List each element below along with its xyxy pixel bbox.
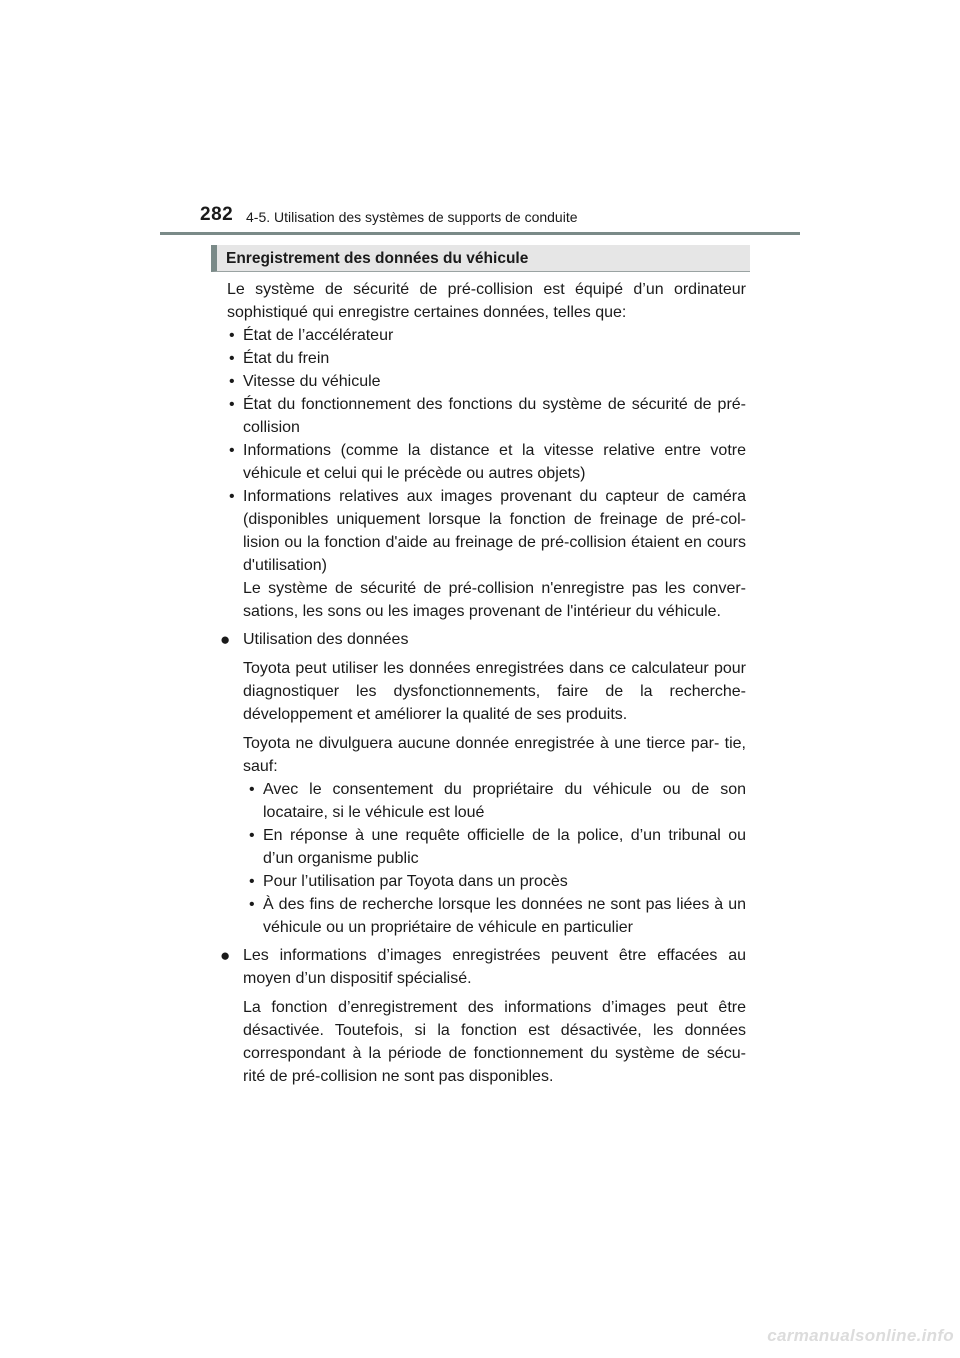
topic-title: Utilisation des données (243, 631, 409, 648)
list-item: • Informations relatives aux images provenant du capteur de caméra (disponibles uniquement lorsque la fonction de freinage de pré-col- lision ou la fonction d'aide au freinage de pré-collision étaient en cours d'utilisation) Le système de sécurité de pré-collision n'enregistre pas les conver- sations, les sons ou les images provenant de l'intérieur du véhicule. (227, 485, 746, 623)
watermark: carmanualsonline.info (767, 1326, 954, 1345)
topic-paragraph: La fonction d’enregistrement des informations d’images peut être désactivée. Toutefois, si la fonction est désactivée, les données correspondant à la période de fonctionnement du système de sécu- rité de pré-collision ne sont pas disponibles. (243, 999, 746, 1085)
list-item: • À des fins de recherche lorsque les données ne sont pas liées à un véhicule ou un propriétaire de véhicule en particulier (249, 896, 746, 936)
running-header: 4-5. Utilisation des systèmes de supports de conduite (246, 209, 578, 225)
list-item: • Informations (comme la distance et la vitesse relative entre votre véhicule et celui qui le précède ou autres objets) (229, 442, 746, 482)
topic-data-usage (220, 628, 746, 939)
topic-image-info (220, 944, 746, 1088)
list-item: • Vitesse du véhicule (229, 373, 381, 390)
list-item: • État de l’accélérateur (229, 327, 394, 344)
topic-paragraph: Toyota peut utiliser les données enregistrées dans ce calculateur pour diagnostiquer les dysfonctionnements, faire de la recherche- développement et améliorer la qualité de ses produits. (243, 660, 746, 723)
exception-list (247, 778, 746, 939)
header-rule (160, 232, 800, 235)
list-note: Le système de sécurité de pré-collision n'enregistre pas les conver- sations, les sons ou les images provenant de l'intérieur du véhicule. (243, 580, 746, 620)
topic-bullet-icon: ● (220, 946, 231, 965)
section-heading: Enregistrement des données du véhicule (211, 245, 750, 272)
intro-paragraph: Le système de sécurité de pré-collision est équipé d’un ordinateur sophistiqué qui enregistre certaines données, telles que: (227, 281, 746, 321)
list-item: • État du frein (229, 350, 330, 367)
topic-paragraph: Toyota ne divulguera aucune donnée enregistrée à une tierce par- tie, sauf: (243, 735, 746, 775)
list-item: • En réponse à une requête officielle de la police, d’un tribunal ou d’un organisme public (249, 827, 746, 867)
list-item: • Pour l’utilisation par Toyota dans un procès (249, 873, 568, 890)
list-item: • État du fonctionnement des fonctions du système de sécurité de pré-collision (229, 396, 746, 436)
list-item: • Avec le consentement du propriétaire du véhicule ou de son locataire, si le véhicule est loué (249, 781, 746, 821)
topic-bullet-icon: ● (220, 630, 231, 649)
page-number: 282 (200, 204, 234, 225)
topic-title: Les informations d’images enregistrées peuvent être effacées au moyen d’un dispositif spécialisé. (243, 947, 746, 987)
data-list (227, 324, 746, 623)
body-text (220, 278, 746, 1088)
